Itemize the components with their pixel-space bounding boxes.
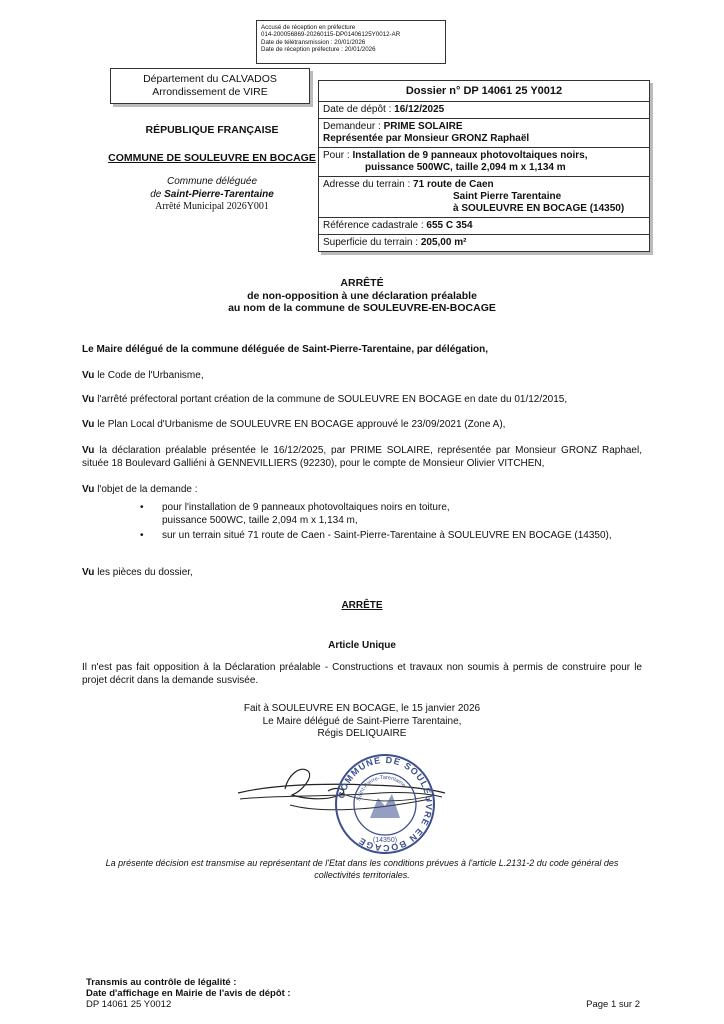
dossier-adresse-row [319,176,649,217]
vu-text: l'objet de la demande : [94,484,198,495]
superficie-value: 205,00 m² [420,237,467,248]
footer-line: Date d'affichage en Mairie de l'avis de dépôt : [86,988,291,999]
footer-legal [86,977,291,1010]
signataire-title: Le Maire délégué de Saint-Pierre Tarentaine, [262,715,462,727]
signataire-name: Régis DELIQUAIRE [317,728,407,739]
dossier-date-row [319,101,649,118]
arrondissement-name: Arrondissement de VIRE [152,86,268,98]
adresse-label: Adresse du terrain : [323,179,414,190]
pour-label: Pour : [323,150,353,161]
arrete-title-line3: au nom de la commune de SOULEUVRE-EN-BOCAGE [228,302,496,314]
fait-line: Fait à SOULEUVRE EN BOCAGE, le 15 janvier 2026 [243,703,481,714]
date-label: Date de dépôt : [323,104,395,115]
svg-text:Saint-Pierre-Tarentaine [356,775,406,801]
vu-pieces [82,566,642,579]
article-heading: Article Unique [328,640,396,651]
commune-deleguee-line [82,189,342,202]
pour-value-2: puissance 500WC, taille 2,094 m x 1,134 m [365,162,566,173]
stamp-line: Date de télétransmission : 20/01/2026 [261,38,366,46]
vu-text: le Plan Local d'Urbanisme de SOULEUVRE EN BOCAGE approuvé le 23/09/2021 (Zone A), [94,419,506,430]
list-item [140,501,640,527]
vu-text: les pièces du dossier, [94,567,193,578]
dossier-table [318,80,650,252]
adresse-line3: à SOULEUVRE EN BOCAGE (14350) [453,203,625,214]
dossier-demandeur-row [319,118,649,147]
vu-keyword: Vu [82,394,95,405]
stamp-line: Date de réception préfecture : 20/01/2026 [261,46,376,54]
reception-stamp [256,20,446,64]
list-item-line: • pour l'installation de 9 panneaux photovoltaiques noirs en toiture, [162,502,450,513]
vu-text: l'arrêté préfectoral portant création de la commune de SOULEUVRE EN BOCAGE en date du 01/12/2015, [94,394,568,405]
signature-block [0,703,724,741]
represente-value: Représentée par Monsieur GRONZ Raphaël [323,133,530,144]
vu-code [82,369,642,382]
footer-dossier-ref: DP 14061 25 Y0012 [86,999,172,1010]
arrete-number: Arrêté Municipal 2026Y001 [155,201,269,212]
vu-objet [82,483,642,496]
list-item: • sur un terrain situé 71 route de Caen - Saint-Pierre-Tarentaine à SOULEUVRE EN BOCAGE (14350), [140,529,640,542]
vu-keyword: Vu [82,567,95,578]
maire-line: Le Maire délégué de la commune déléguée de Saint-Pierre-Tarentaine, par délégation, [82,344,489,355]
commune-deleguee-name: Saint-Pierre-Tarentaine [164,188,274,200]
arrete-title-line2: de non-opposition à une déclaration préalable [247,289,477,302]
seal-center-text: Saint-Pierre-Tarentaine [356,774,407,802]
cadastre-value: 655 C 354 [426,220,473,231]
decision-text: Il n'est pas fait opposition à la Déclaration préalable - Constructions et travaux non soumis à permis de construire pour le projet décrit dans la demande susvisée. [82,662,642,686]
commune-deleguee-de: de [150,188,162,200]
superficie-label: Superficie du terrain : [323,237,421,248]
cadastre-label: Référence cadastrale : [323,220,427,231]
commune-heading: COMMUNE DE SOULEUVRE EN BOCAGE [108,152,316,164]
vu-keyword: Vu [82,484,95,495]
vu-text: la déclaration préalable présentée le 16/12/2025, par PRIME SOLAIRE, représentée par Monsieur GRONZ Raphael, située 18 Boulevard Galliéni à GENNEVILLIERS (92230), pour le compte de Monsieur Olivier VITCHEN, [82,445,642,469]
dossier-superficie-row [319,234,649,251]
arrete-title [0,277,724,315]
commune-deleguee-label: Commune déléguée [166,176,258,187]
commune-deleguee [82,176,342,214]
republic-heading: RÉPUBLIQUE FRANÇAISE [145,124,279,136]
dossier-cadastre-row [319,217,649,234]
stamp-line: Accusé de réception en préfecture [261,24,356,31]
arrete-heading: ARRÊTE [341,600,383,611]
page-number: Page 1 sur 2 [586,999,640,1010]
date-value: 16/12/2025 [394,104,445,115]
seal-postcode: (14350) [372,837,398,844]
vu-arrete-prefectoral [82,393,642,406]
arrete-title-line1: ARRÊTÉ [340,277,384,289]
vu-keyword: Vu [82,370,95,381]
dossier-pour-row [319,147,649,176]
vu-text: le Code de l'Urbanisme, [94,370,204,381]
dossier-title: Dossier n° DP 14061 25 Y0012 [405,85,563,97]
commune-seal [330,752,440,857]
footnote: La présente décision est transmise au représentant de l'Etat dans les conditions prévues à l'article L.2131-2 du code général des collectivités territoriales. [105,858,619,880]
vu-plu [82,418,642,431]
objet-list [140,501,640,544]
demandeur-label: Demandeur : [323,121,384,132]
adresse-value: 71 route de Caen [413,179,494,190]
department-box [110,68,310,104]
seal-text: COMMUNE DE SOULEUVRE EN BOCAGE [336,754,435,854]
demandeur-value: PRIME SOLAIRE [383,121,463,132]
footer-line: Transmis au contrôle de légalité : [86,977,237,988]
vu-keyword: Vu [82,445,95,456]
adresse-line2: Saint Pierre Tarentaine [453,191,562,202]
list-item-line: puissance 500WC, taille 2,094 m x 1,134 m, [162,515,358,526]
department-name: Département du CALVADOS [143,73,277,85]
vu-keyword: Vu [82,419,95,430]
stamp-line: 014-200056869-20260115-DP01406125Y0012-AR [261,31,401,39]
pour-value: Installation de 9 panneaux photovoltaiques noirs, [352,150,588,161]
vu-declaration [82,444,642,470]
